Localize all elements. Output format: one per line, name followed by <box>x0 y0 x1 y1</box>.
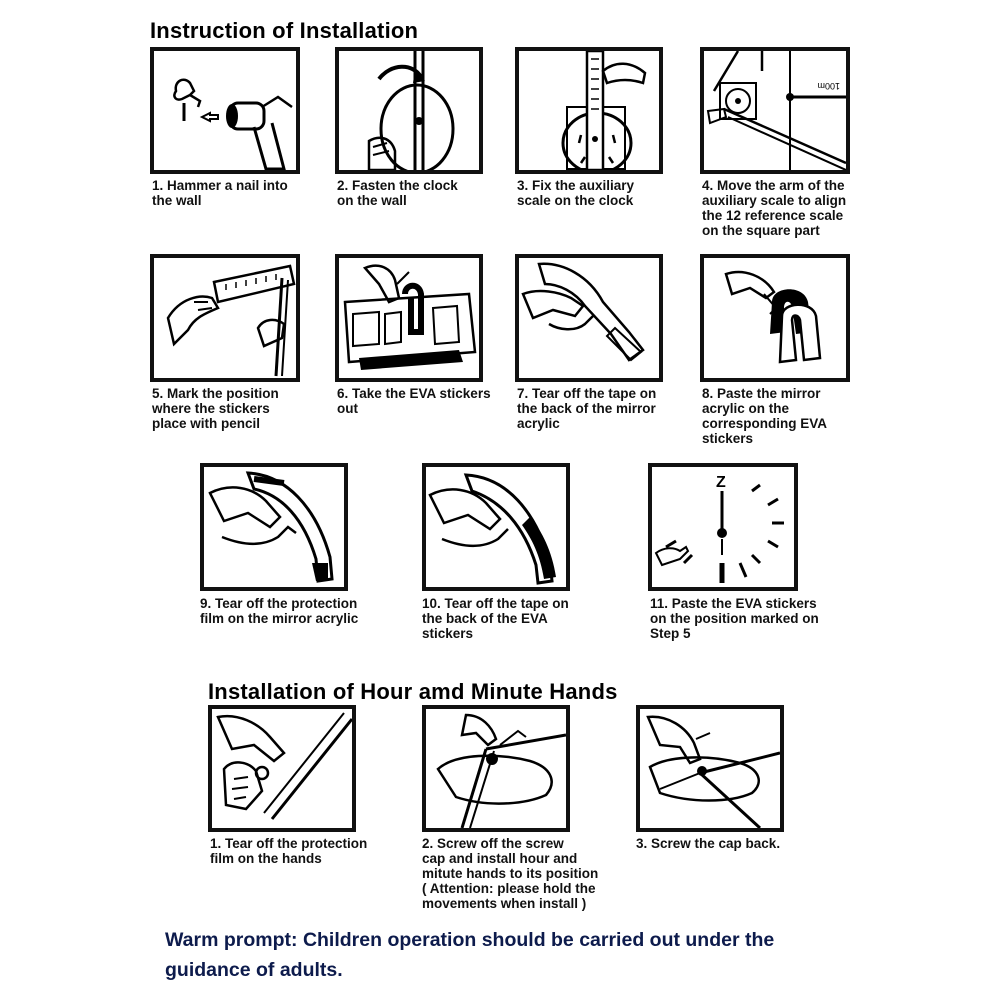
step-9-illustration <box>200 463 348 591</box>
clock-logo-text: Z <box>716 474 726 491</box>
clock-face-icon <box>652 467 794 587</box>
cap-back-icon <box>640 709 780 828</box>
peel-eva-tape-icon <box>426 467 566 587</box>
step-6-caption: 6. Take the EVA stickers out <box>337 386 491 416</box>
step-1-caption: 1. Hammer a nail into the wall <box>152 178 288 208</box>
step-3-illustration <box>515 47 663 174</box>
hands-installation-heading: Installation of Hour amd Minute Hands <box>208 679 618 704</box>
paste-mirror-icon <box>704 258 846 378</box>
peel-film-icon <box>204 467 344 587</box>
hammer-nail-icon <box>154 51 296 170</box>
step-5-illustration <box>150 254 300 382</box>
step-11-caption: 11. Paste the EVA stickers on the position marked on Step 5 <box>650 596 819 641</box>
screw-cap-icon <box>426 709 566 828</box>
hand-step-1-illustration <box>208 705 356 832</box>
step-7-caption: 7. Tear off the tape on the back of the mirror acrylic <box>517 386 657 431</box>
hand-step-3-illustration <box>636 705 784 832</box>
hand-step-3-caption: 3. Screw the cap back. <box>636 836 781 851</box>
installation-heading: Instruction of Installation <box>150 18 419 43</box>
hand-film-icon <box>212 709 352 828</box>
clock-fasten-icon <box>339 51 479 170</box>
hand-step-1-caption: 1. Tear off the protection film on the hands <box>210 836 368 866</box>
step-4-illustration <box>700 47 850 174</box>
step-10-illustration <box>422 463 570 591</box>
step-5-caption: 5. Mark the position where the stickers place with pencil <box>152 386 279 431</box>
hand-step-2-illustration <box>422 705 570 832</box>
hand-step-2-caption: 2. Screw off the screw cap and install hour and mitute hands to its position ( Attention: please hold the movements when install ) <box>422 836 599 911</box>
step-2-illustration <box>335 47 483 174</box>
step-2-caption: 2. Fasten the clock on the wall <box>337 178 458 208</box>
step-11-illustration <box>648 463 798 591</box>
step-3-caption: 3. Fix the auxiliary scale on the clock <box>517 178 635 208</box>
warm-prompt: Warm prompt: Children operation should be carried out under the guidance of adults. <box>165 929 775 981</box>
step-6-illustration <box>335 254 483 382</box>
step-9-caption: 9. Tear off the protection film on the mirror acrylic <box>200 596 359 626</box>
step-10-caption: 10. Tear off the tape on the back of the EVA stickers <box>422 596 569 641</box>
scale-label: 100m <box>817 81 840 91</box>
tear-tape-icon <box>519 258 659 378</box>
pencil-mark-icon <box>154 258 296 378</box>
eva-stickers-icon <box>339 258 479 378</box>
step-8-caption: 8. Paste the mirror acrylic on the corresponding EVA stickers <box>702 386 828 446</box>
step-4-caption: 4. Move the arm of the auxiliary scale to align the 12 reference scale on the square part <box>702 178 847 238</box>
step-8-illustration <box>700 254 850 382</box>
step-1-illustration <box>150 47 300 174</box>
auxiliary-scale-icon <box>519 51 659 170</box>
scale-arm-icon <box>704 51 846 170</box>
step-7-illustration <box>515 254 663 382</box>
